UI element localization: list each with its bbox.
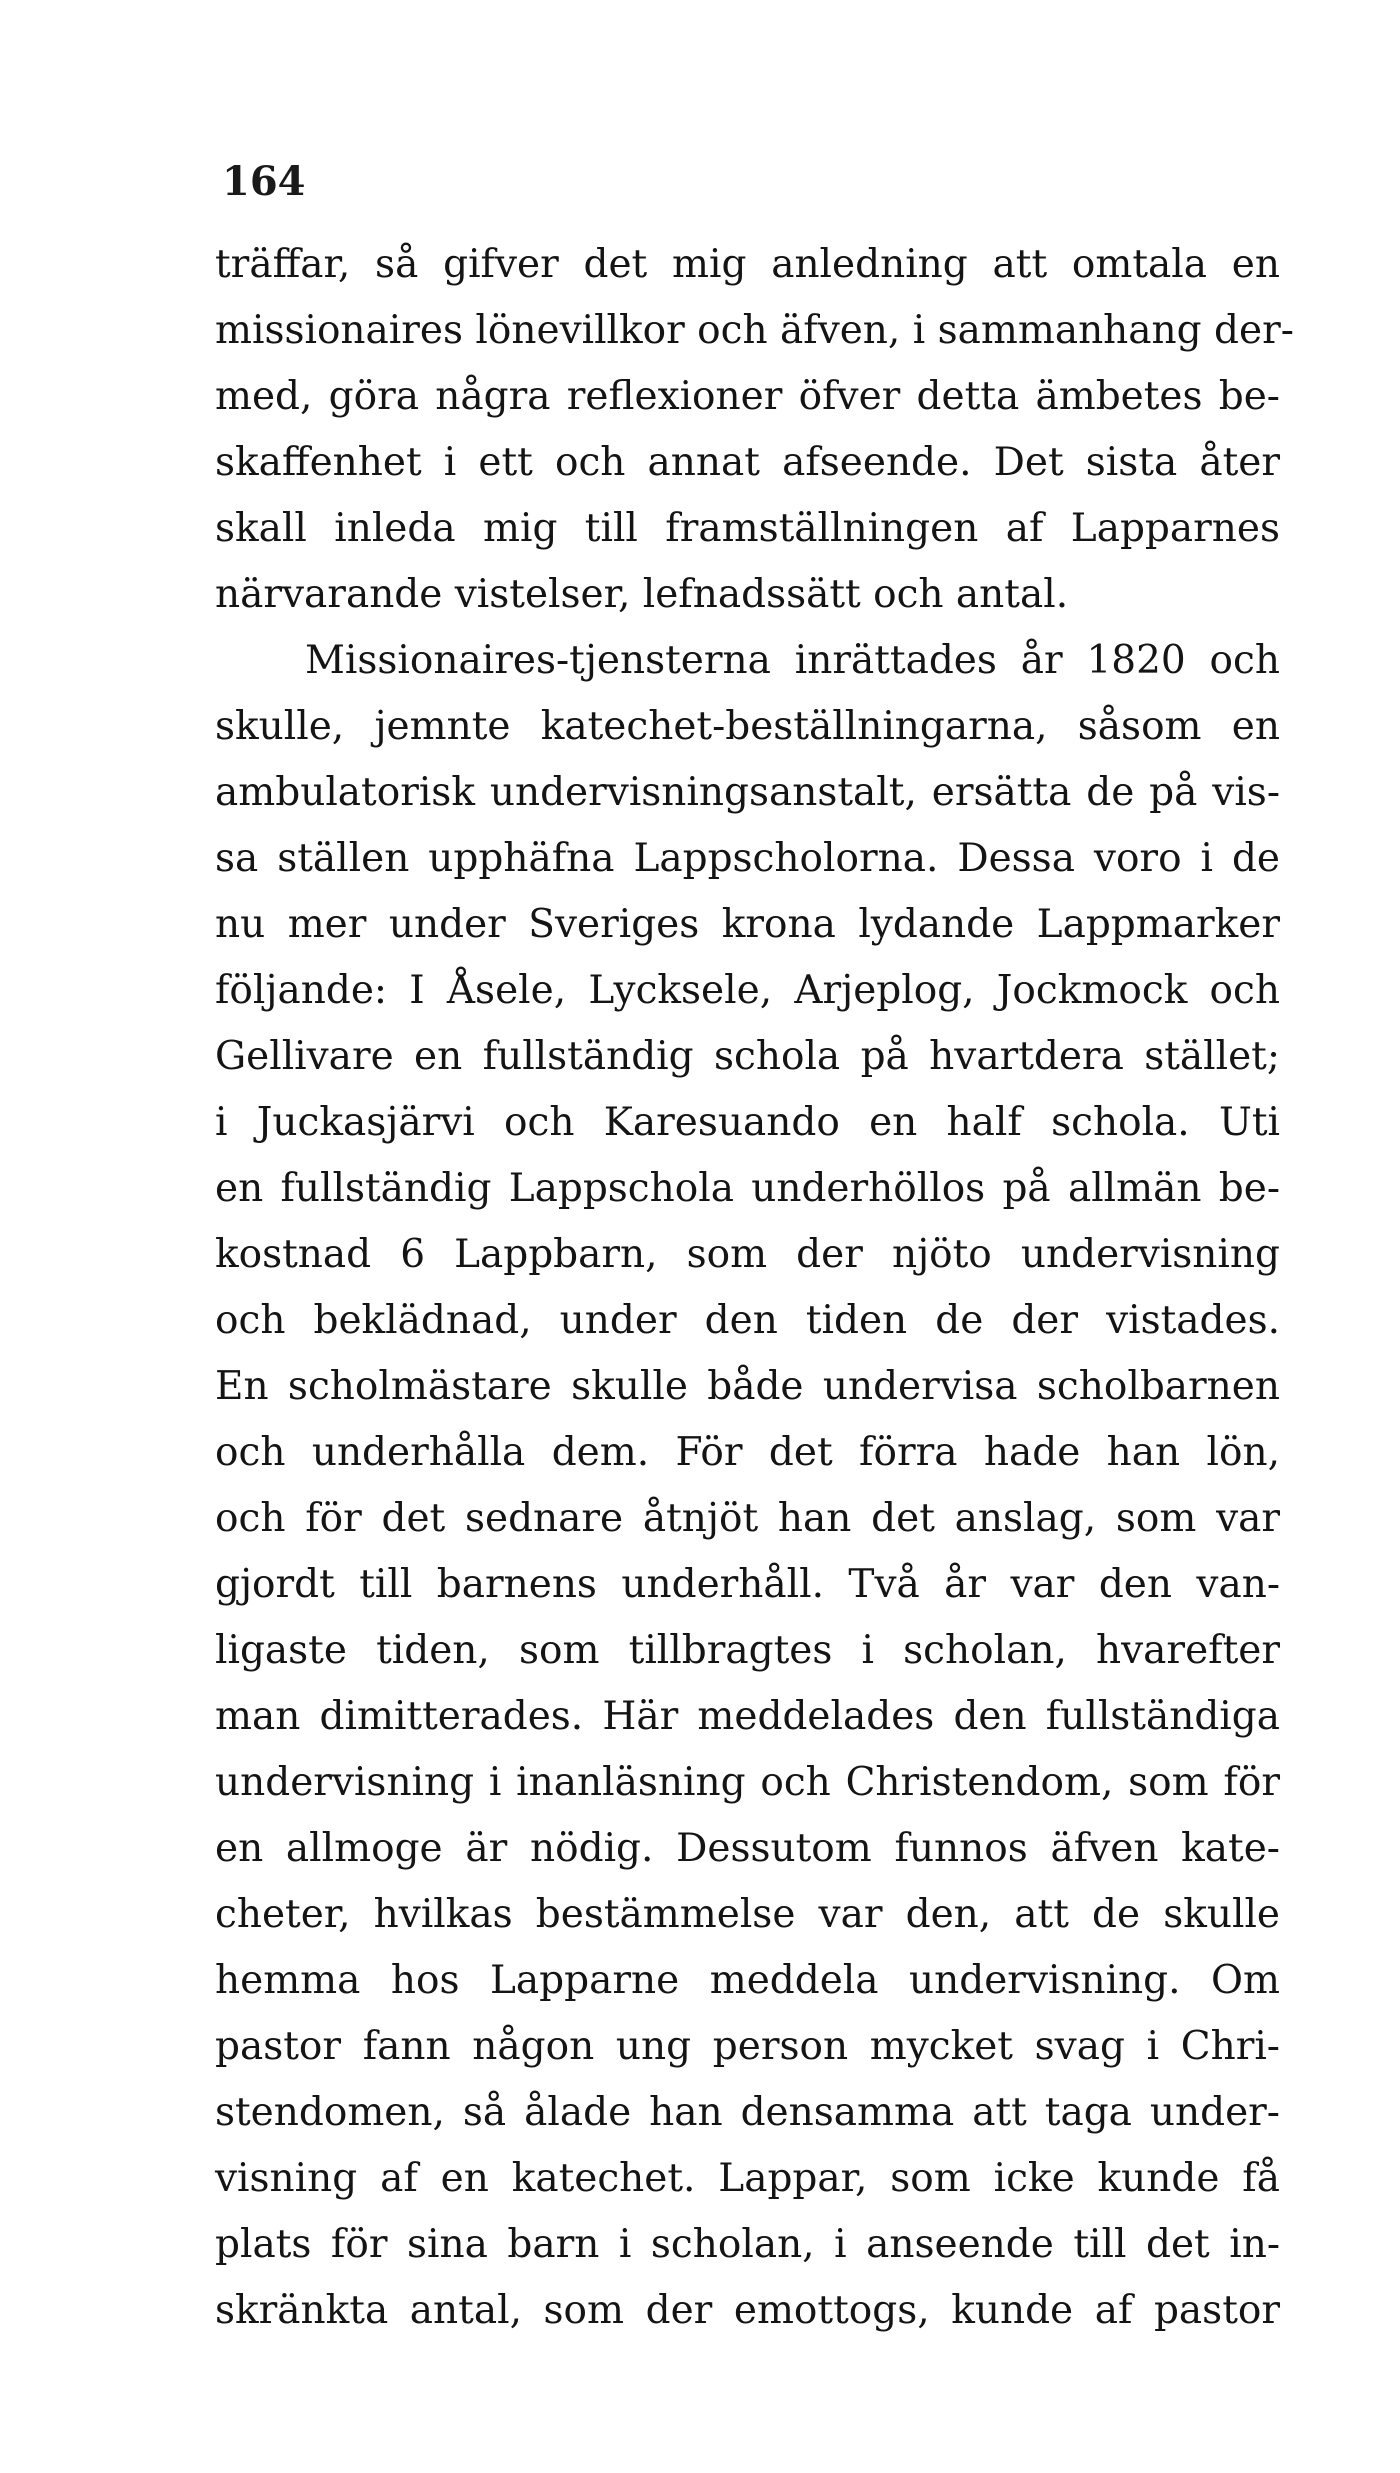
text-line: nu mer under Sveriges krona lydande Lappmarker (215, 902, 1280, 947)
text-line: sa ställen upphäfna Lappscholorna. Dessa voro i de (215, 836, 1280, 881)
text-line: skränkta antal, som der emottogs, kunde af pastor (215, 2288, 1280, 2333)
body-text (215, 232, 1294, 2344)
text-line: följande: I Åsele, Lycksele, Arjeplog, Jockmock och (215, 968, 1280, 1013)
text-line: och underhålla dem. För det förra hade han lön, (215, 1430, 1280, 1475)
text-line: plats för sina barn i scholan, i anseende till det in- (215, 2222, 1280, 2267)
text-line: Gellivare en fullständig schola på hvartdera stället; (215, 1034, 1280, 1079)
text-line: skaffenhet i ett och annat afseende. Det sista åter (215, 440, 1280, 485)
text-line: Missionaires-tjensterna inrättades år 1820 och (305, 638, 1280, 683)
text-line: och beklädnad, under den tiden de der vistades. (215, 1298, 1280, 1343)
text-line: pastor fann någon ung person mycket svag i Chri- (215, 2024, 1280, 2069)
text-line: visning af en katechet. Lappar, som icke kunde få (215, 2156, 1280, 2201)
text-line: i Juckasjärvi och Karesuando en half schola. Uti (215, 1100, 1280, 1145)
text-line: undervisning i inanläsning och Christendom, som för (215, 1760, 1280, 1805)
text-line: kostnad 6 Lappbarn, som der njöto undervisning (215, 1232, 1280, 1277)
text-line: cheter, hvilkas bestämmelse var den, att de skulle (215, 1892, 1280, 1937)
text-line: en fullständig Lappschola underhöllos på allmän be- (215, 1166, 1280, 1211)
text-line: närvarande vistelser, lefnadssätt och antal. (215, 572, 1069, 617)
text-line: hemma hos Lapparne meddela undervisning. Om (215, 1958, 1280, 2003)
text-line: med, göra några reflexioner öfver detta ämbetes be- (215, 374, 1280, 419)
text-line: skall inleda mig till framställningen af Lapparnes (215, 506, 1280, 551)
text-line: skulle, jemnte katechet-beställningarna, såsom en (215, 704, 1280, 749)
text-line: ambulatorisk undervisningsanstalt, ersätta de på vis- (215, 770, 1280, 815)
text-line: en allmoge är nödig. Dessutom funnos äfven kate- (215, 1826, 1280, 1871)
text-line: gjordt till barnens underhåll. Två år var den van- (215, 1562, 1280, 1607)
text-line: ligaste tiden, som tillbragtes i scholan, hvarefter (215, 1628, 1280, 1673)
text-line: träffar, så gifver det mig anledning att omtala en (215, 242, 1280, 287)
text-line: och för det sednare åtnjöt han det anslag, som var (215, 1496, 1280, 1541)
text-line: En scholmästare skulle både undervisa scholbarnen (215, 1364, 1280, 1409)
page-number: 164 (222, 158, 306, 205)
text-line: missionaires lönevillkor och äfven, i sammanhang der- (215, 308, 1294, 353)
text-line: man dimitterades. Här meddelades den fullständiga (215, 1694, 1280, 1739)
text-line: stendomen, så ålade han densamma att taga under- (215, 2090, 1280, 2135)
